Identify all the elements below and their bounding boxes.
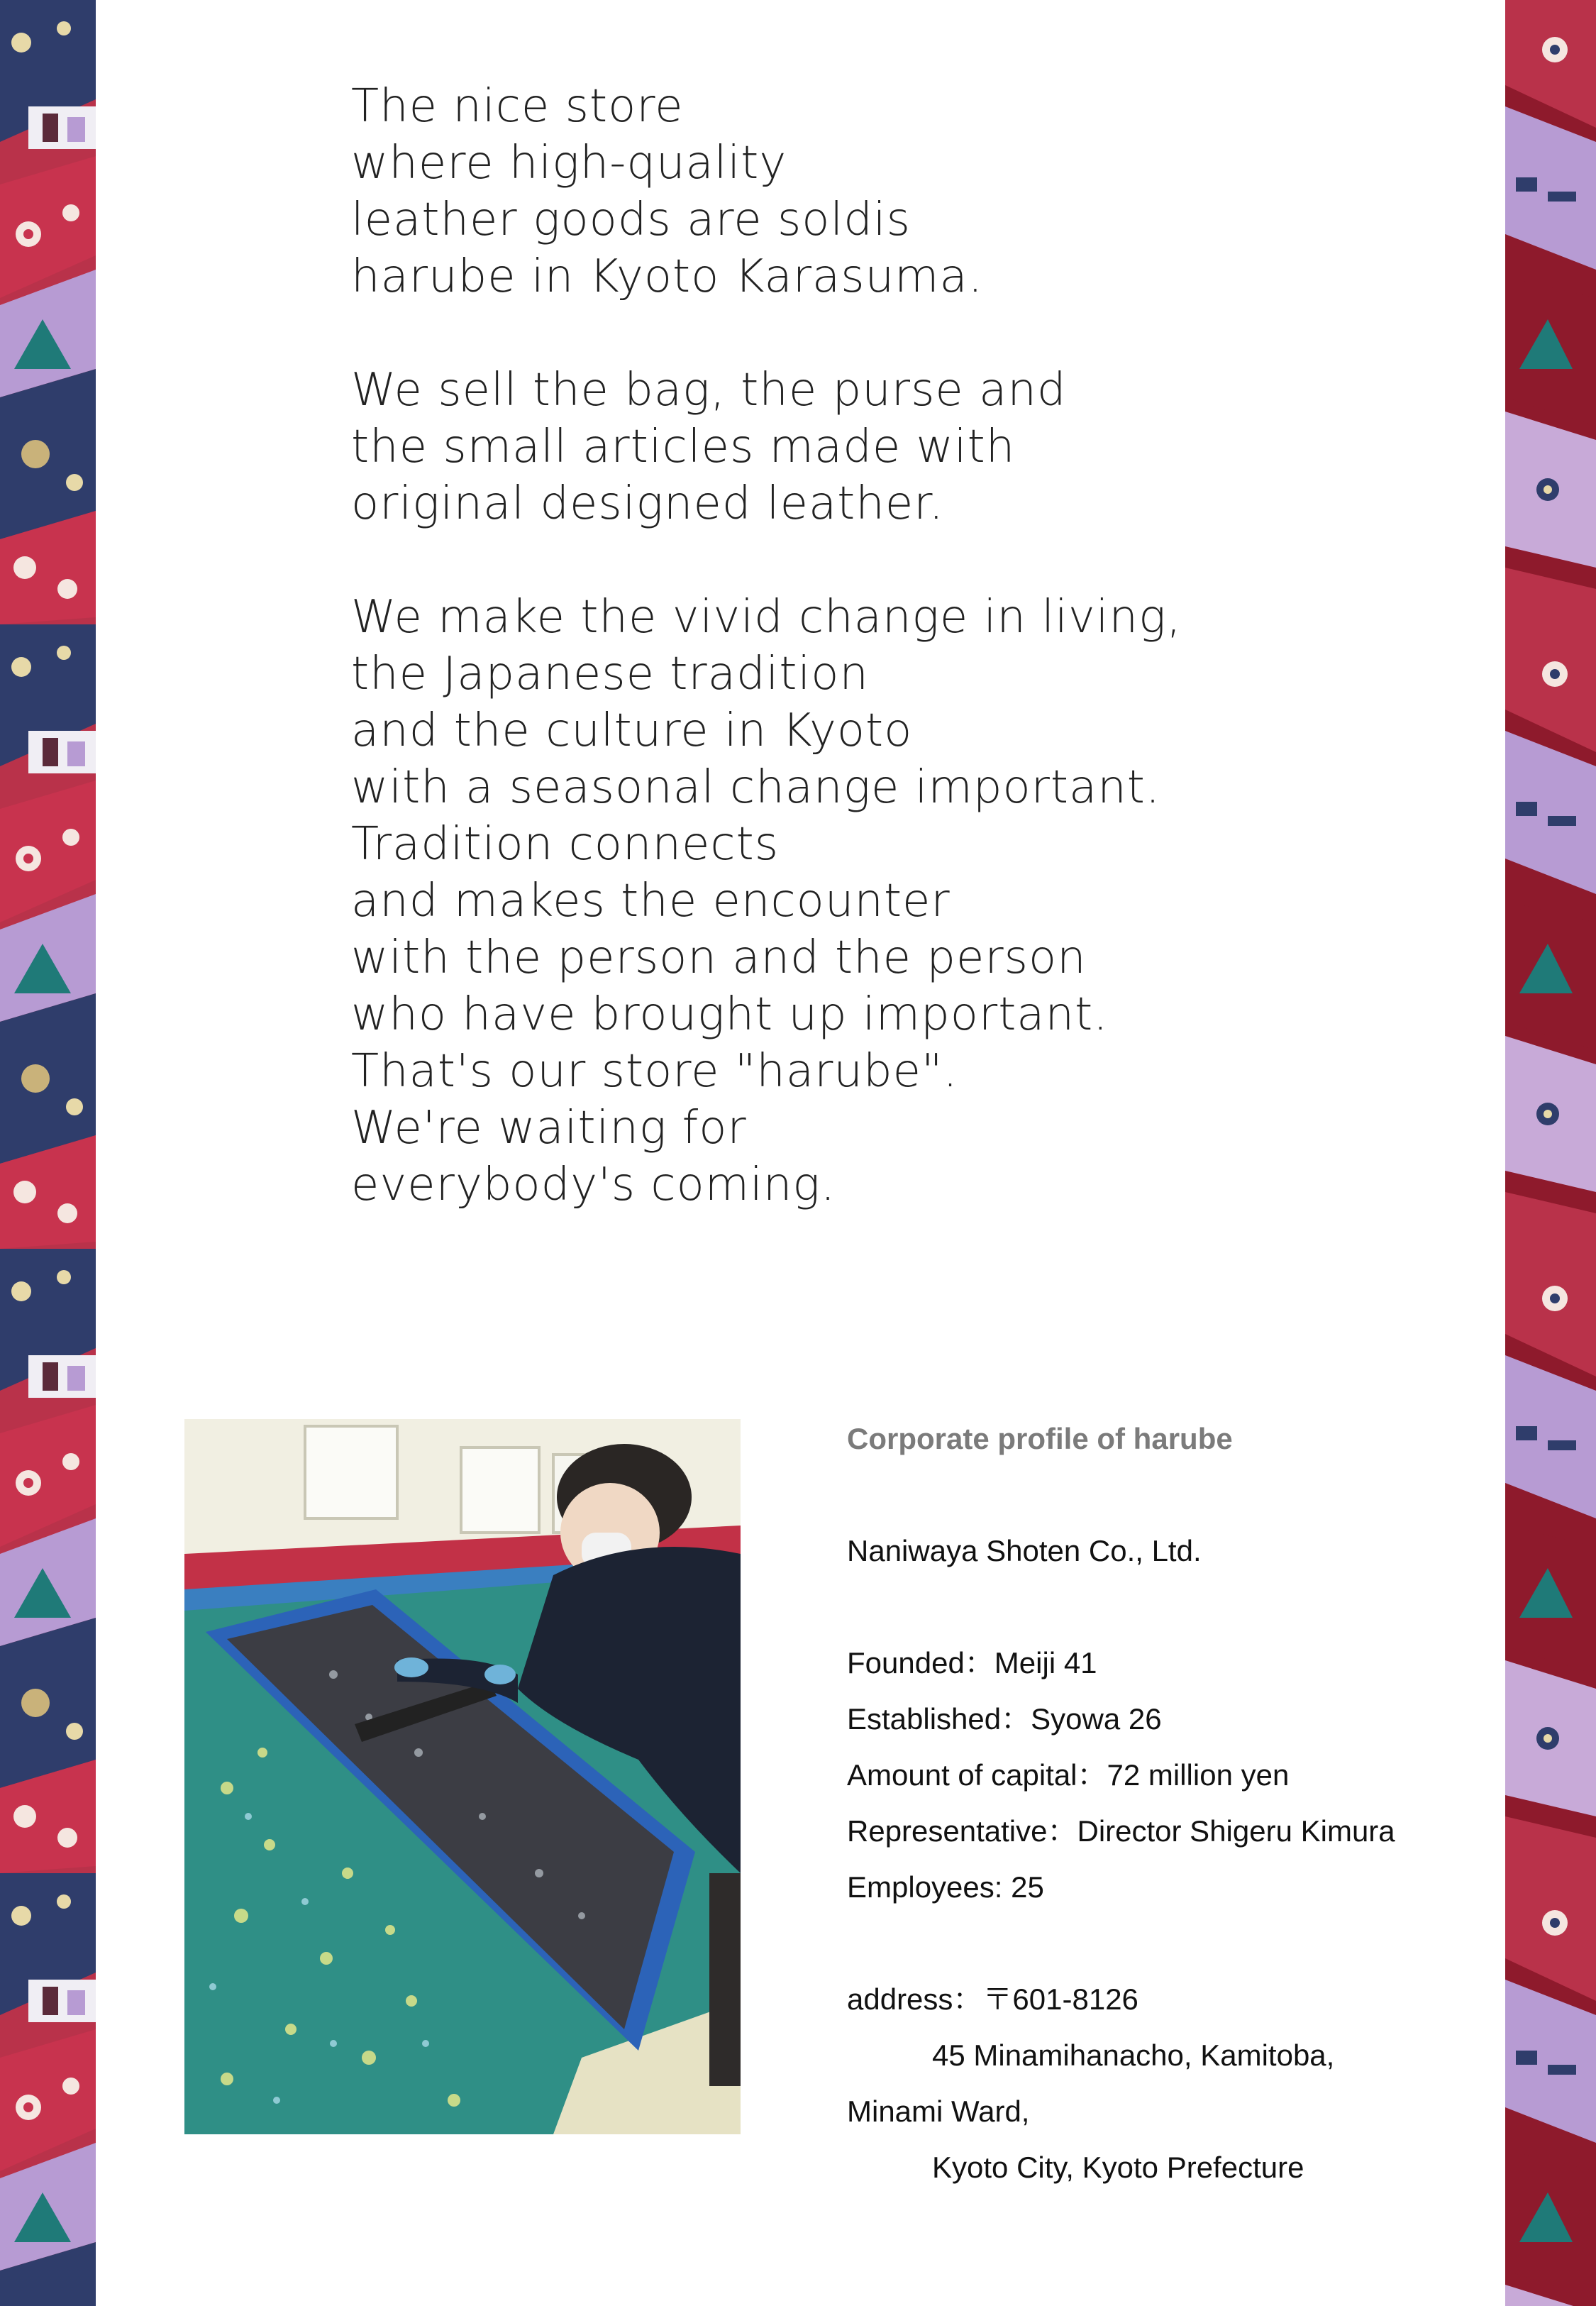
workshop-photo bbox=[184, 1419, 741, 2134]
intro-line: who have brought up important. bbox=[351, 988, 1109, 1041]
corporate-profile bbox=[847, 1411, 1485, 2195]
address-ward: Minami Ward, bbox=[847, 2095, 1030, 2128]
intro-line: the Japanese tradition bbox=[351, 648, 869, 700]
right-pattern-border bbox=[1505, 0, 1596, 2306]
intro-paragraph-1 bbox=[351, 78, 1273, 305]
intro-line: with the person and the person bbox=[351, 932, 1087, 984]
intro-line: We're waiting for bbox=[351, 1102, 747, 1154]
intro-line: That's our store "harube". bbox=[351, 1045, 958, 1098]
spacer bbox=[847, 1579, 1485, 1635]
left-pattern-border bbox=[0, 0, 96, 2306]
spacer bbox=[847, 1467, 1485, 1523]
intro-line: where high-quality bbox=[351, 137, 787, 189]
intro-text bbox=[351, 78, 1273, 1213]
intro-line: We make the vivid change in living, bbox=[351, 591, 1182, 644]
established-row: Established：Syowa 26 bbox=[847, 1702, 1162, 1736]
employees-row: Employees: 25 bbox=[847, 1870, 1044, 1904]
spacer bbox=[847, 1915, 1485, 1971]
capital-row: Amount of capital：72 million yen bbox=[847, 1758, 1290, 1792]
company-name: Naniwaya Shoten Co., Ltd. bbox=[847, 1534, 1202, 1567]
right-pattern-art bbox=[1505, 0, 1596, 2306]
intro-paragraph-3 bbox=[351, 589, 1273, 1213]
address-street: 45 Minamihanacho, Kamitoba, bbox=[932, 2039, 1335, 2072]
screen-printing-illustration bbox=[184, 1419, 741, 2134]
intro-line: the small articles made with bbox=[351, 421, 1016, 473]
representative-row: Representative：Director Shigeru Kimura bbox=[847, 1814, 1395, 1848]
intro-line: harube in Kyoto Karasuma. bbox=[351, 250, 984, 303]
profile-heading: Corporate profile of harube bbox=[847, 1422, 1233, 1455]
intro-line: with a seasonal change important. bbox=[351, 761, 1161, 814]
founded-row: Founded：Meiji 41 bbox=[847, 1646, 1097, 1679]
intro-line: The nice store bbox=[351, 80, 684, 133]
intro-line: original designed leather. bbox=[351, 478, 944, 530]
intro-line: We sell the bag, the purse and bbox=[351, 364, 1067, 416]
intro-line: Tradition connects bbox=[351, 818, 780, 871]
intro-line: and makes the encounter bbox=[351, 875, 951, 927]
address-postal: address：〒601-8126 bbox=[847, 1982, 1138, 2016]
intro-paragraph-2 bbox=[351, 362, 1273, 532]
intro-line: everybody's coming. bbox=[351, 1159, 836, 1211]
intro-line: leather goods are soldis bbox=[351, 194, 911, 246]
address-city: Kyoto City, Kyoto Prefecture bbox=[932, 2151, 1304, 2184]
intro-line: and the culture in Kyoto bbox=[351, 705, 913, 757]
left-pattern-art bbox=[0, 0, 96, 2306]
